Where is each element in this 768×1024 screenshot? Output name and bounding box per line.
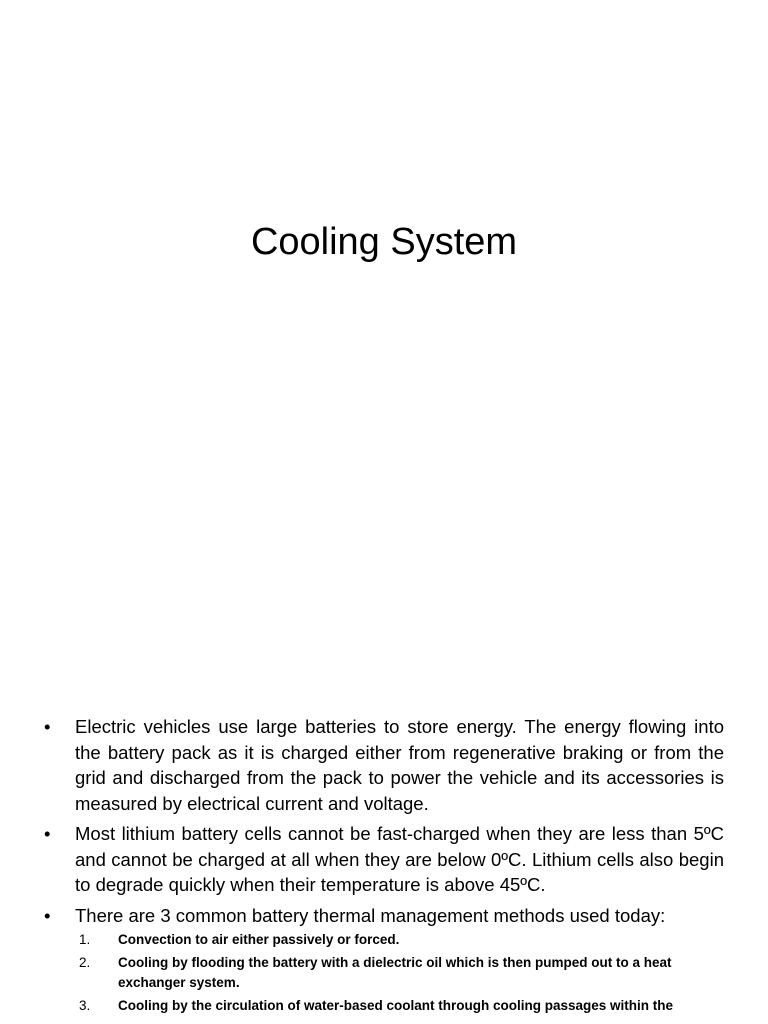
method-text: Cooling by flooding the battery with a dielectric oil which is then pumped out to a heat exchanger system. [118, 955, 672, 990]
bullet-list [44, 714, 724, 1021]
method-item [75, 953, 724, 993]
method-text: Convection to air either passively or forced. [118, 932, 400, 947]
method-number: 1. [79, 932, 91, 947]
method-number: 3. [79, 998, 91, 1013]
bullet-text: There are 3 common battery thermal management methods used today: [75, 904, 666, 926]
methods-list [75, 930, 724, 1016]
method-item [75, 996, 724, 1016]
bullet-item [44, 821, 724, 898]
bullet-icon: • [44, 904, 51, 926]
slide-title: Cooling System [250, 221, 518, 263]
bullet-text: Electric vehicles use large batteries to store energy. The energy flowing into the battery pack as it is charged either from regenerative braking or from the grid and discharged from the pack to power the vehicle and its accessories is measured by electrical current and voltage. [75, 716, 724, 814]
bullet-icon: • [44, 823, 51, 844]
bullet-item [44, 903, 724, 1017]
bullet-icon: • [44, 716, 51, 737]
method-text: Cooling by the circulation of water-based coolant through cooling passages within the [118, 998, 674, 1013]
method-number: 2. [79, 955, 91, 970]
bullet-text: Most lithium battery cells cannot be fast-charged when they are less than 5ºC and cannot be charged at all when they are below 0ºC. Lithium cells also begin to degrade quickly when their temperature is above 45ºC. [75, 823, 724, 895]
bullet-item [44, 714, 724, 816]
method-item [75, 930, 724, 950]
